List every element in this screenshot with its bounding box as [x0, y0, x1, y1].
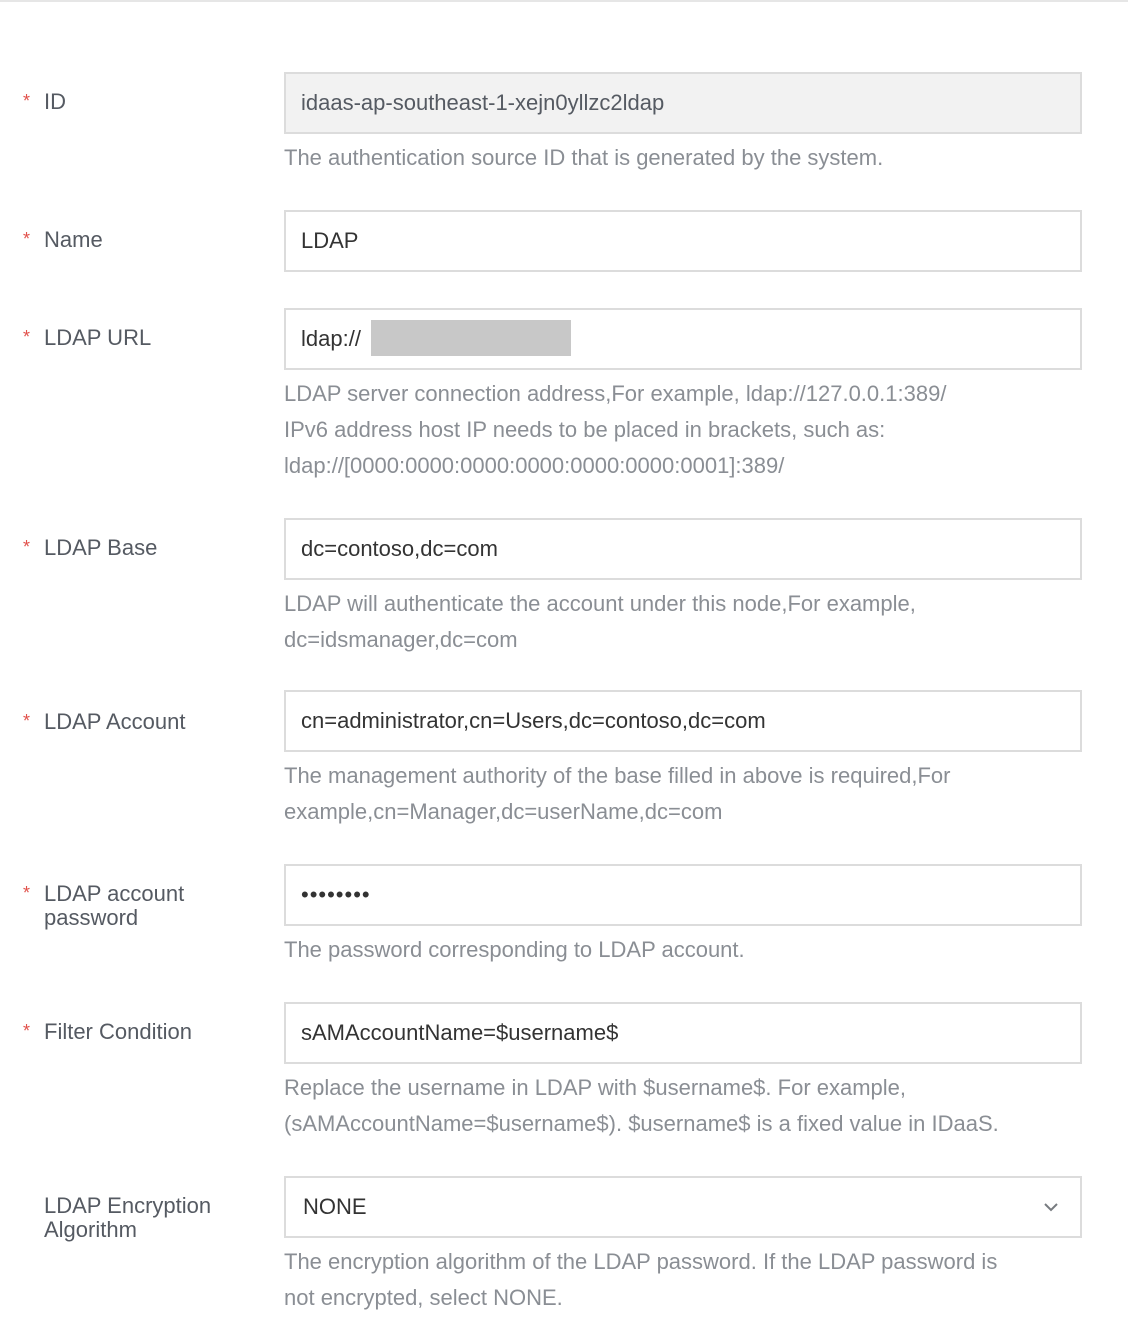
- id-label: ID: [44, 89, 66, 114]
- required-mark: *: [23, 91, 31, 111]
- ldap-password-help: The password corresponding to LDAP account.: [284, 937, 745, 962]
- ldap-url-help-line: IPv6 address host IP needs to be placed in brackets, such as:: [284, 417, 886, 442]
- filter-condition-input[interactable]: sAMAccountName=$username$: [284, 1002, 1082, 1064]
- ldap-password-label-line: password: [44, 905, 139, 930]
- filter-condition-help-line: (sAMAccountName=$username$). $username$ is a fixed value in IDaaS.: [284, 1111, 999, 1136]
- required-mark: *: [23, 327, 31, 347]
- encryption-help: [284, 1244, 1084, 1316]
- ldap-account-help-line: example,cn=Manager,dc=userName,dc=com: [284, 799, 723, 824]
- ldap-url-help-line: ldap://[0000:0000:0000:0000:0000:0000:0001]:389/: [284, 453, 785, 478]
- ldap-base-input[interactable]: dc=contoso,dc=com: [284, 518, 1082, 580]
- ldap-base-help-line: LDAP will authenticate the account under this node,For example,: [284, 591, 916, 616]
- ldap-base-help: [284, 586, 1084, 658]
- encryption-select[interactable]: [284, 1176, 1082, 1238]
- top-divider: [0, 0, 1128, 2]
- chevron-down-icon: [1042, 1198, 1060, 1216]
- ldap-account-help: [284, 758, 1084, 830]
- ldap-url-label: LDAP URL: [44, 325, 152, 350]
- ldap-account-help-line: The management authority of the base filled in above is required,For: [284, 763, 951, 788]
- ldap-password-label-line: LDAP account: [44, 881, 185, 906]
- ldap-url-help: [284, 376, 1084, 484]
- filter-condition-help: [284, 1070, 1084, 1142]
- encryption-label-line: LDAP Encryption: [44, 1193, 212, 1218]
- name-input[interactable]: LDAP: [284, 210, 1082, 272]
- ldap-password-label: [44, 882, 264, 930]
- id-field: idaas-ap-southeast-1-xejn0yllzc2ldap: [284, 72, 1082, 134]
- ldap-account-label: LDAP Account: [44, 709, 186, 734]
- ldap-password-input[interactable]: [284, 864, 1082, 926]
- encryption-help-line: not encrypted, select NONE.: [284, 1285, 563, 1310]
- ldap-url-help-line: LDAP server connection address,For example, ldap://127.0.0.1:389/: [284, 381, 947, 406]
- required-mark: *: [23, 883, 31, 903]
- required-mark: *: [23, 537, 31, 557]
- id-help: The authentication source ID that is generated by the system.: [284, 145, 884, 170]
- required-mark: *: [23, 711, 31, 731]
- ldap-url-value: ldap://: [301, 326, 361, 351]
- ldap-base-help-line: dc=idsmanager,dc=com: [284, 627, 518, 652]
- password-mask-text: ••••••••: [301, 882, 371, 907]
- ldap-account-input[interactable]: cn=administrator,cn=Users,dc=contoso,dc=com: [284, 690, 1082, 752]
- name-label: Name: [44, 227, 103, 252]
- ldap-base-label: LDAP Base: [44, 535, 158, 560]
- filter-condition-label: Filter Condition: [44, 1019, 192, 1044]
- required-mark: *: [23, 229, 31, 249]
- encryption-label-line: Algorithm: [44, 1217, 137, 1242]
- filter-condition-help-line: Replace the username in LDAP with $username$. For example,: [284, 1075, 907, 1100]
- encryption-help-line: The encryption algorithm of the LDAP password. If the LDAP password is: [284, 1249, 998, 1274]
- required-mark: *: [23, 1021, 31, 1041]
- redaction-mask: [371, 320, 571, 356]
- encryption-label: [44, 1194, 264, 1242]
- encryption-selected-value: NONE: [303, 1194, 367, 1219]
